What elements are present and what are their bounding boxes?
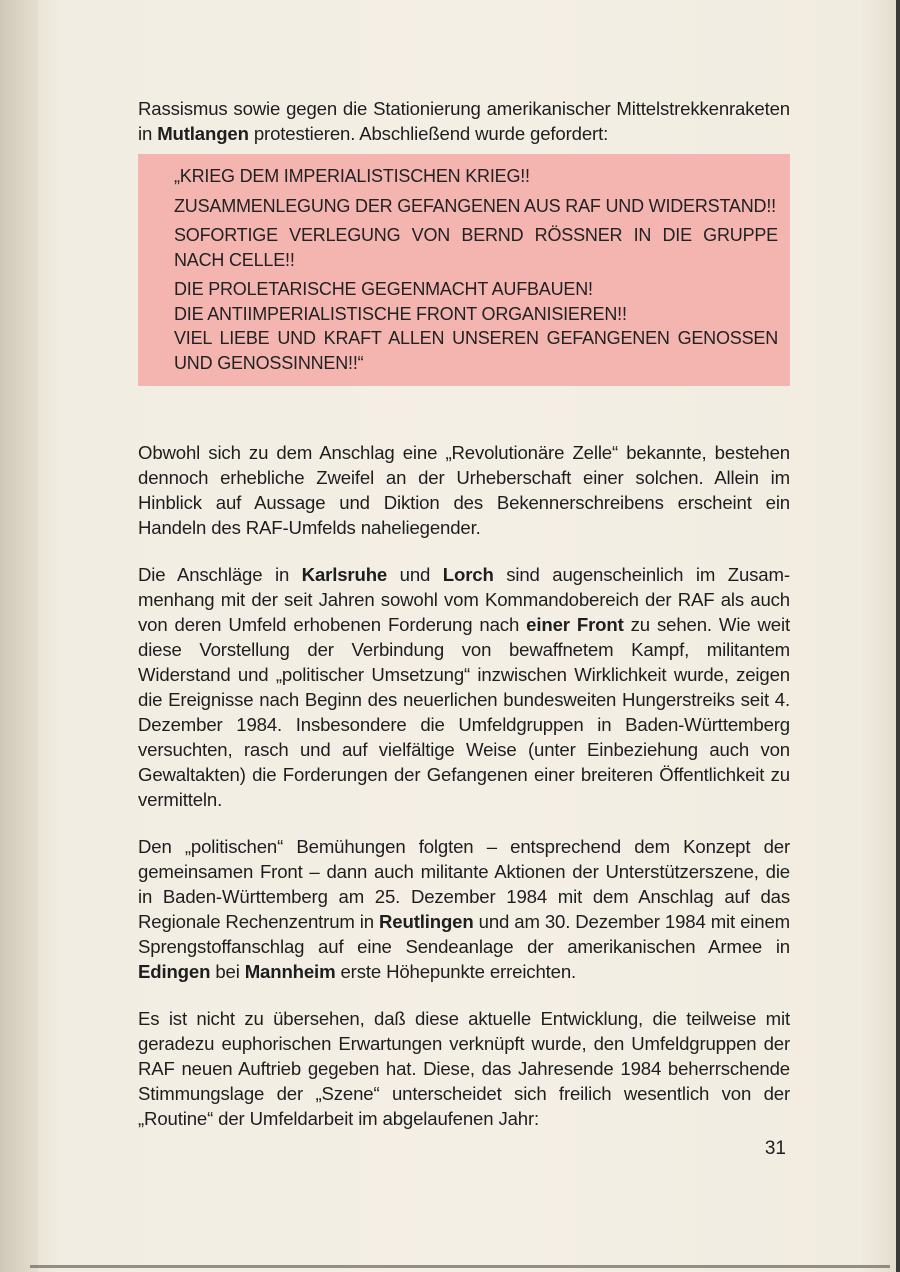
paragraph-4: Den „politischen“ Bemühungen folgten – entsprechend dem Konzept der gemeinsamen Front – dann auch militante Aktionen der Unterstützerszene, die in Baden-Württemberg am 25. Dezember 1984 mit dem Anschlag auf das Regionale Rechenzentrum in Reutlingen und am 30. Dezember 1984 mit einem Sprengstoffanschlag auf eine Sendeanlage der amerikanischen Armee in Edingen bei Mannheim erste Höhepunkte erreichten. — [138, 836, 790, 982]
paragraph-2: Obwohl sich zu dem Anschlag eine „Revolutionäre Zelle“ bekannte, bestehen dennoch erhebliche Zweifel an der Urheberschaft einer solchen. Allein im Hinblick auf Aussage und Diktion des Bekennerschreibens erscheint ein Handeln des RAF-Umfelds naheliegender. — [138, 442, 790, 538]
demands-box — [138, 154, 790, 386]
demand-line: VIEL LIEBE UND KRAFT ALLEN UNSEREN GEFANGENEN GENOSSEN UND GENOSSINNEN!!“ — [174, 328, 778, 373]
demand-line: SOFORTIGE VERLEGUNG VON BERND RÖSSNER IN DIE GRUPPE NACH CELLE!! — [174, 225, 778, 270]
demand-line: DIE ANTIIMPERIALISTISCHE FRONT ORGANISIEREN!! — [174, 303, 627, 324]
book-spine-shadow — [0, 0, 38, 1272]
paragraph-intro: Rassismus sowie gegen die Stationierung amerikanischer Mittelstrekkenraketen in Mutlangen protestieren. Abschließend wurde gefordert: — [138, 98, 790, 144]
page-right-edge — [896, 0, 900, 1272]
highlight-mutlangen: Mutlangen — [157, 123, 249, 144]
paragraph-5: Es ist nicht zu übersehen, daß diese aktuelle Entwicklung, die teilweise mit geradezu euphorischen Erwartungen verknüpft wurde, den Umfeldgruppen der RAF neuen Auftrieb gegeben hat. Diese, das Jahresende 1984 beherrschende Stimmungslage der „Szene“ unterscheidet sich freilich wesentlich von der „Routine“ der Umfeldarbeit im abgelaufenen Jahr: — [138, 1008, 790, 1129]
demand-line: „KRIEG DEM IMPERIALISTISCHEN KRIEG!! — [174, 166, 530, 186]
paragraph-3: Die Anschläge in Karlsruhe und Lorch sind augenscheinlich im Zusammenhang mit der seit Jahren sowohl vom Kommandobereich der RAF als auch von deren Umfeld erhobenen Forderung nach einer Front zu sehen. Wie weit diese Vorstellung der Verbindung von bewaffnetem Kampf, militantem Widerstand und „politischer Umsetzung“ inzwischen Wirklichkeit wurde, zeigen die Ereignisse nach Beginn des neuerlichen bundesweiten Hungerstreiks seit 4. Dezember 1984. Insbesondere die Umfeldgruppen in Baden-Württemberg versuchten, rasch und auf vielfältige Weise (unter Einbeziehung auch von Gewaltakten) die Forderungen der Gefangenen einer breiteren Öffentlichkeit zu vermitteln. — [138, 564, 791, 810]
demand-line: DIE PROLETARISCHE GEGENMACHT AUFBAUEN! — [174, 279, 593, 299]
demand-line: ZUSAMMENLEGUNG DER GEFANGENEN AUS RAF UND WIDERSTAND!! — [174, 195, 776, 216]
page-number: 31 — [764, 1138, 786, 1159]
page-body — [138, 96, 790, 1153]
page-bottom-edge — [30, 1265, 890, 1268]
